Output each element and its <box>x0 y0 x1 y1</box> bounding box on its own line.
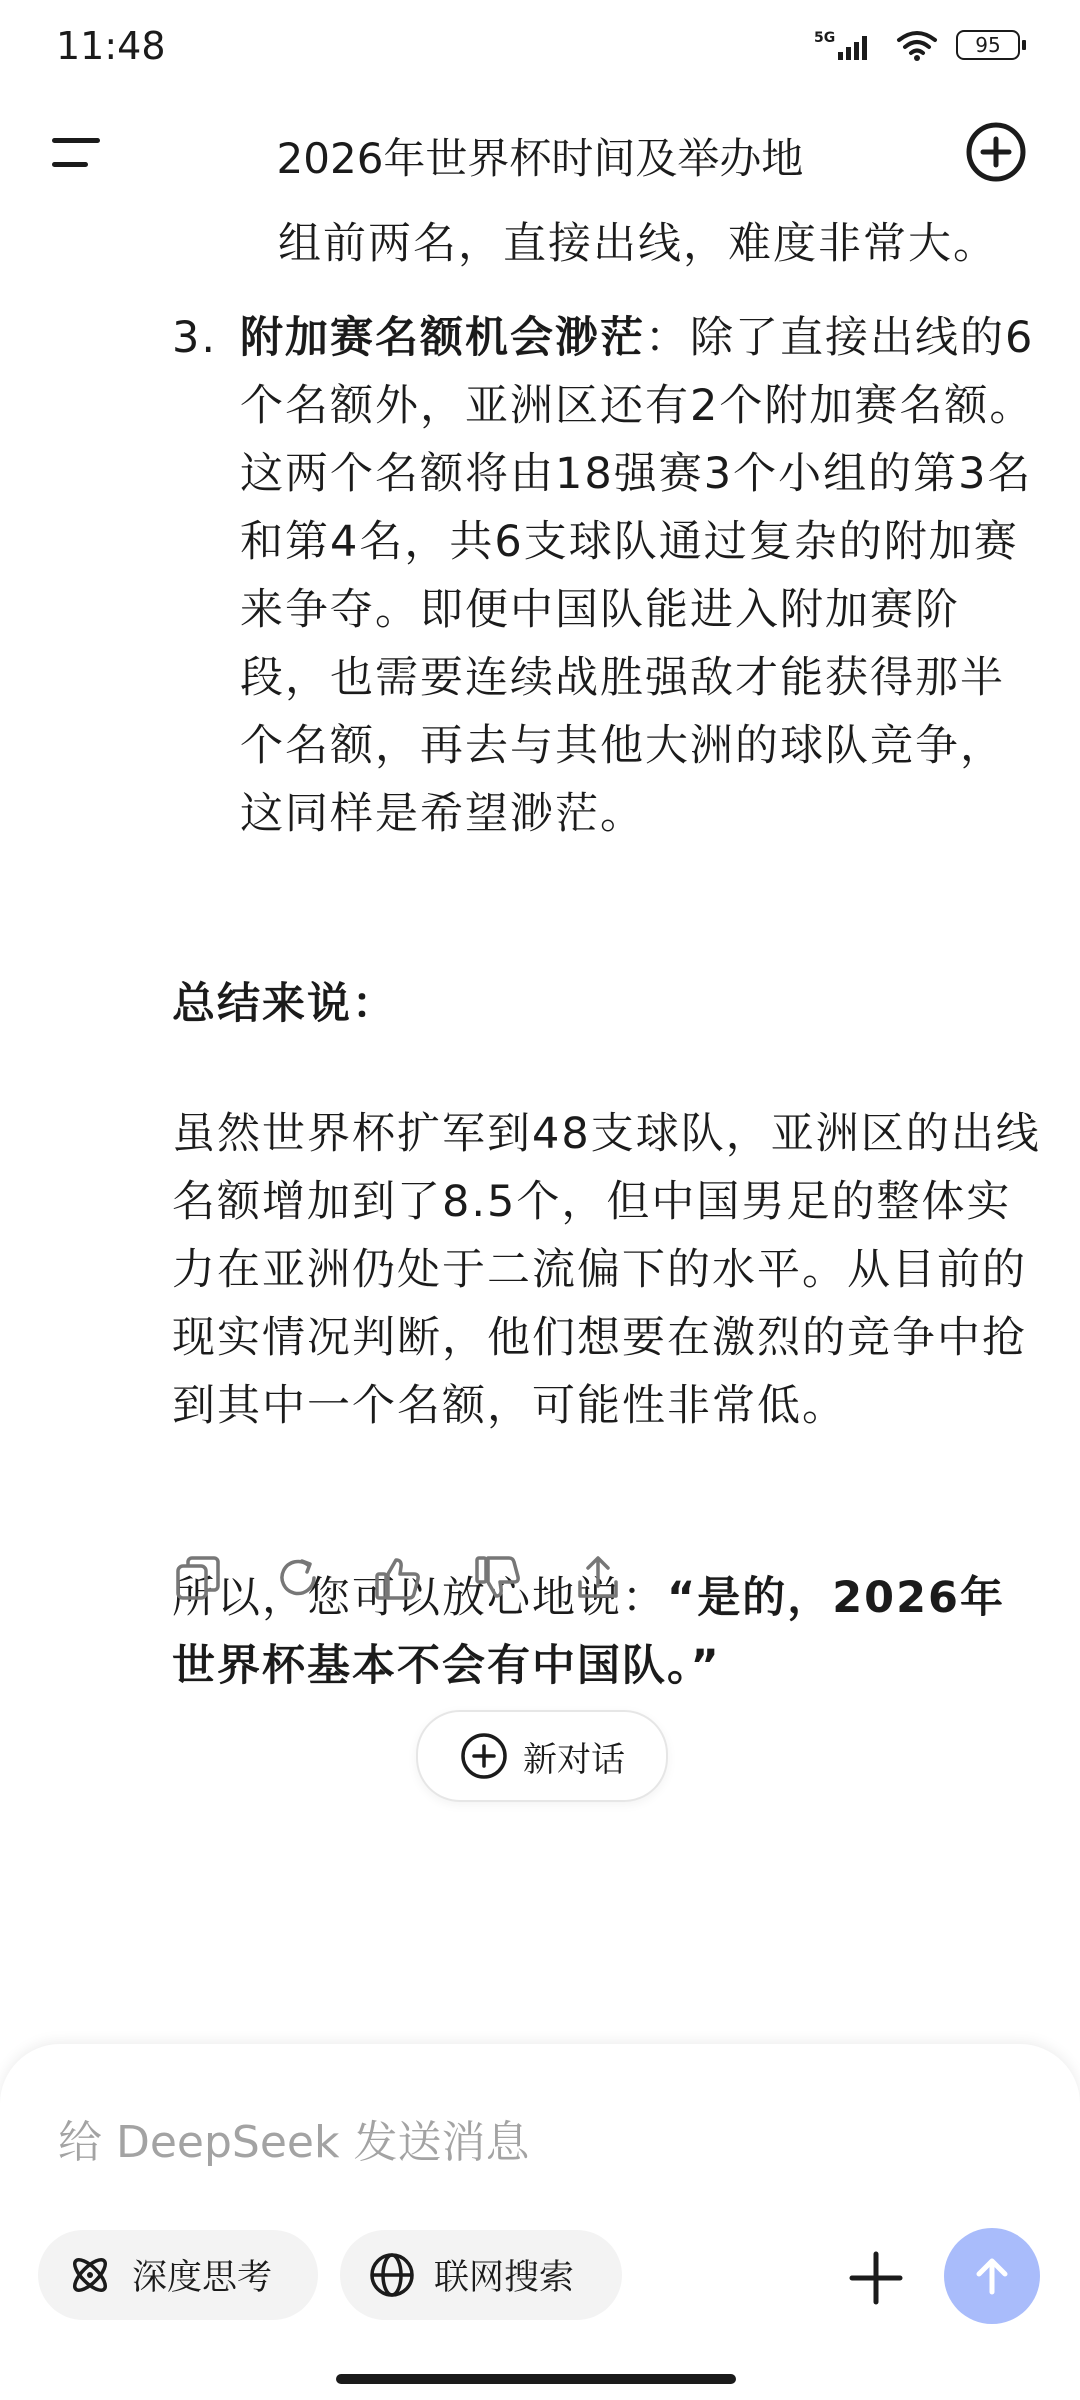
new-chat-button[interactable] <box>964 120 1028 184</box>
new-dialog-button[interactable] <box>416 1710 668 1802</box>
final-quote: “是的，2026年世界杯基本不会有中国队。” <box>172 1573 1005 1691</box>
deep-think-label: 深度思考 <box>132 2258 273 2298</box>
cellular-signal-icon <box>814 28 878 62</box>
battery-indicator: 95 <box>956 30 1020 60</box>
list-item-text: ：除了直接出线的6个名额外，亚洲区还有2个附加赛名额。这两个名额将由18强赛3个小组的第3名和第4名，共6支球队通过复杂的附加赛来争夺。即便中国队能进入附加赛阶段，也需要连续战胜强敌才能获得那半个名额，再去与其他大洲的球队竞争，这同样是希望渺茫。 <box>240 313 1035 839</box>
send-button[interactable] <box>944 2228 1040 2324</box>
message-composer <box>0 2044 1080 2400</box>
new-dialog-label: 新对话 <box>523 1739 625 1780</box>
regenerate-icon[interactable] <box>272 1552 324 1604</box>
summary-heading: 总结来说： <box>172 979 397 1029</box>
copy-icon[interactable] <box>172 1552 224 1604</box>
attach-plus-button[interactable] <box>848 2250 904 2306</box>
status-time: 11:48 <box>56 24 166 68</box>
globe-icon <box>368 2251 416 2299</box>
share-icon[interactable] <box>572 1552 624 1604</box>
deep-think-toggle[interactable] <box>38 2230 318 2320</box>
answer-fragment: 组前两名，直接出线，难度非常大。 <box>278 219 998 269</box>
app-header <box>0 100 1080 200</box>
page-title: 2026年世界杯时间及举办地 <box>276 134 804 183</box>
wifi-icon <box>896 28 938 62</box>
list-item-body <box>240 304 1040 848</box>
final-prefix: 所以，您可以放心地说： <box>172 1573 667 1623</box>
atom-icon <box>66 2251 114 2299</box>
web-search-label: 联网搜索 <box>434 2258 575 2298</box>
status-icons <box>814 28 1020 62</box>
plus-circle-icon <box>459 1731 509 1781</box>
web-search-toggle[interactable] <box>340 2230 622 2320</box>
list-item-heading: 附加赛名额机会渺茫 <box>240 313 645 363</box>
thumbs-up-icon[interactable] <box>372 1552 424 1604</box>
thumbs-down-icon[interactable] <box>472 1552 524 1604</box>
arrow-up-icon <box>968 2252 1016 2300</box>
message-actions <box>172 1552 624 1604</box>
message-input[interactable]: 给 DeepSeek 发送消息 <box>58 2117 530 2168</box>
home-indicator <box>336 2374 736 2384</box>
status-bar <box>0 0 1080 100</box>
network-type-label: 5G <box>814 30 836 46</box>
summary-body: 虽然世界杯扩军到48支球队，亚洲区的出线名额增加到了8.5个，但中国男足的整体实力在亚洲仍处于二流偏下的水平。从目前的现实情况判断，他们想要在激烈的竞争中抢到其中一个名额，可能性非常低。 <box>172 1109 1041 1431</box>
list-item-number: 3. <box>172 313 218 363</box>
